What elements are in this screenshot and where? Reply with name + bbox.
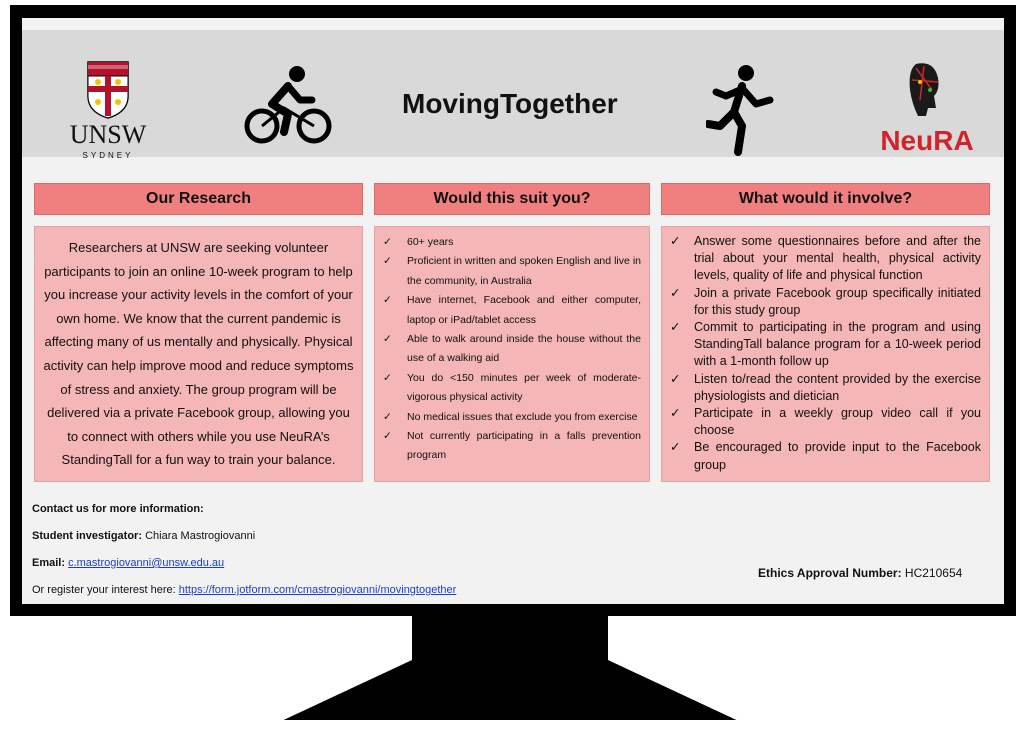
- runner-icon: [706, 64, 776, 156]
- unsw-logo-text: UNSW: [69, 120, 147, 149]
- list-item: ✓ Be encouraged to provide input to the Facebook group: [670, 440, 981, 472]
- unsw-logo-city: SYDNEY: [82, 151, 134, 160]
- involve-list: [662, 227, 989, 474]
- check-icon: ✓: [670, 285, 681, 300]
- check-icon: ✓: [383, 236, 392, 248]
- page-title: MovingTogether: [402, 88, 618, 119]
- register-link[interactable]: https://form.jotform.com/cmastrogiovanni/movingtogether: [178, 584, 457, 596]
- check-icon: ✓: [383, 410, 392, 423]
- contact-email: Email: c.mastrogiovanni@unsw.edu.au: [32, 557, 225, 569]
- monitor-stand-neck: [412, 616, 608, 666]
- list-item: ✓ You do <150 minutes per week of moderate-vigorous physical activity: [383, 369, 641, 408]
- list-item: ✓ Not currently participating in a falls prevention program: [383, 427, 641, 466]
- list-item: ✓ Join a private Facebook group specifically initiated for this study group: [670, 285, 981, 317]
- list-item: ✓ Proficient in written and spoken English and live in the community, in Australia: [383, 252, 641, 291]
- check-icon: ✓: [670, 440, 681, 455]
- check-icon: ✓: [670, 234, 681, 248]
- ethics-approval: Ethics Approval Number: HC210654: [758, 566, 963, 580]
- unsw-logo: [58, 60, 158, 160]
- check-icon: ✓: [383, 333, 392, 346]
- list-item: ✓ Listen to/read the content provided by the exercise physiologists and dietician: [670, 371, 981, 403]
- check-icon: ✓: [383, 294, 392, 307]
- research-heading: Our Research: [34, 183, 363, 215]
- list-item: ✓ No medical issues that exclude you from exercise: [383, 408, 641, 427]
- neura-logo-text: NeuRA: [880, 125, 974, 156]
- poster-screen: [22, 18, 1004, 604]
- contact-register: Or register your interest here: https://form.jotform.com/cmastrogiovanni/movingtogether: [32, 584, 457, 596]
- list-item: ✓ Commit to participating in the program and using StandingTall balance program for a 10-week period with a 1-month follow up: [670, 320, 981, 369]
- list-item: ✓ Answer some questionnaires before and after the trial about your mental health, physical activity levels, quality of life and physical function: [670, 234, 981, 283]
- check-icon: ✓: [670, 406, 681, 421]
- involve-heading: What would it involve?: [661, 183, 990, 215]
- suit-heading: Would this suit you?: [374, 183, 650, 215]
- list-item: ✓ Have internet, Facebook and either computer, laptop or iPad/tablet access: [383, 291, 641, 330]
- suit-box: [374, 226, 650, 482]
- research-box: [34, 226, 363, 482]
- cyclist-icon: [244, 62, 334, 152]
- list-item: ✓ Participate in a weekly group video call if you choose: [670, 406, 981, 438]
- check-icon: ✓: [383, 371, 392, 384]
- research-text: Researchers at UNSW are seeking volunteer participants to join an online 10-week program to help you increase your activity levels in the comfort of your own home. We know that the current pandemic is affecting many of us mentally and physically. Physical activity can help improve mood and reduce symptoms of stress and anxiety. The group program will be delivered via a private Facebook group, allowing you to connect with others while you use NeuRA’s StandingTall for a fun way to train your balance.: [43, 240, 354, 468]
- list-item: ✓ Able to walk around inside the house without the use of a walking aid: [383, 330, 641, 369]
- involve-box: [661, 226, 990, 482]
- monitor-stand-base: [0, 660, 1026, 720]
- check-icon: ✓: [670, 371, 681, 386]
- check-icon: ✓: [670, 320, 681, 335]
- list-item: ✓ 60+ years: [383, 233, 641, 252]
- email-link[interactable]: c.mastrogiovanni@unsw.edu.au: [68, 557, 225, 569]
- poster-header: [22, 30, 1004, 160]
- check-icon: ✓: [383, 430, 392, 443]
- check-icon: ✓: [383, 255, 392, 268]
- contact-heading: Contact us for more information:: [32, 503, 204, 515]
- neura-logo: [872, 60, 982, 160]
- contact-investigator: Student investigator: Chiara Mastrogiovanni: [32, 530, 256, 542]
- suit-list: [375, 227, 649, 466]
